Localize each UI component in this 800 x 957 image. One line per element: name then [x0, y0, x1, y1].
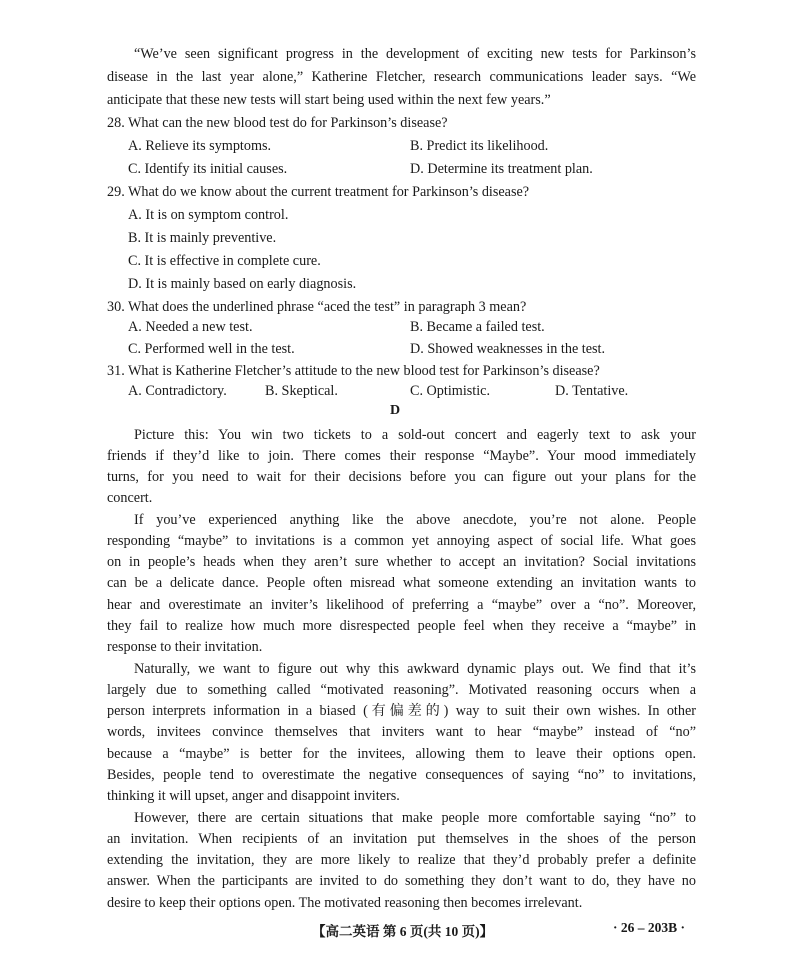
question-29-option-d[interactable]: D. It is mainly based on early diagnosis.	[128, 276, 357, 292]
paragraph-line: responding “maybe” to invitations is a common yet annoying aspect of social life. What goes	[107, 533, 696, 549]
paragraph-line: If you’ve experienced anything like the above anecdote, you’re not alone. People	[134, 512, 696, 528]
paragraph-line: desire to keep their options open. The motivated reasoning then becomes irrelevant.	[107, 895, 583, 911]
question-30-option-a[interactable]: A. Needed a new test.	[128, 319, 253, 335]
paragraph-line: friends if they’d like to join. There comes their response “Maybe”. Your mood immediately	[107, 448, 696, 464]
paragraph-line: answer. When the participants are invited to do something they don’t want to do, they have no	[107, 873, 696, 889]
question-31-option-d[interactable]: D. Tentative.	[555, 383, 629, 399]
paragraph-line: response to their invitation.	[107, 639, 263, 655]
question-28-option-a[interactable]: A. Relieve its symptoms.	[128, 138, 272, 154]
paragraph-line: concert.	[107, 490, 153, 506]
paragraph-line: Picture this: You win two tickets to a sold-out concert and eagerly text to ask your	[134, 427, 696, 443]
question-30-stem: 30. What does the underlined phrase “aced the test” in paragraph 3 mean?	[107, 299, 527, 315]
paragraph-line: words, invitees convince themselves that inviters want to hear “maybe” instead of “no”	[107, 724, 696, 740]
question-28-stem: 28. What can the new blood test do for Parkinson’s disease?	[107, 115, 448, 131]
question-31-option-a[interactable]: A. Contradictory.	[128, 383, 227, 399]
question-30-option-d[interactable]: D. Showed weaknesses in the test.	[410, 341, 606, 357]
question-29-option-a[interactable]: A. It is on symptom control.	[128, 207, 289, 223]
passage-line: anticipate that these new tests will start being used within the next few years.”	[107, 92, 551, 108]
paragraph-line: thinking it will upset, anger and disappoint inviters.	[107, 788, 400, 804]
question-28-option-b[interactable]: B. Predict its likelihood.	[410, 138, 549, 154]
paragraph-line: largely due to something called “motivated reasoning”. Motivated reasoning occurs when a	[107, 682, 696, 698]
paragraph-line: Naturally, we want to figure out why this awkward dynamic plays out. We find that it’s	[134, 661, 696, 677]
question-29-option-b[interactable]: B. It is mainly preventive.	[128, 230, 277, 246]
paragraph-line: they fail to realize how much more disrespected people feel when they receive a “maybe” in	[107, 618, 696, 634]
page-footer-label: 【高二英语 第 6 页(共 10 页)】	[312, 924, 494, 939]
paragraph-line: hear and overestimate an inviter’s likelihood of preferring a “maybe” over a “no”. Moreover,	[107, 597, 696, 613]
paragraph-line: an invitation. When recipients of an invitation put themselves in the shoes of the person	[107, 831, 696, 847]
section-d-title: D	[390, 403, 401, 418]
question-31-stem: 31. What is Katherine Fletcher’s attitude to the new blood test for Parkinson’s disease?	[107, 363, 600, 379]
paragraph-line: person interprets information in a biased (有偏差的) way to suit their own wishes. In other	[107, 703, 696, 719]
question-30-option-b[interactable]: B. Became a failed test.	[410, 319, 545, 335]
question-30-option-c[interactable]: C. Performed well in the test.	[128, 341, 295, 357]
paragraph-line: on in people’s heads when they aren’t sure whether to accept an invitation? Social invitations	[107, 554, 696, 570]
paragraph-line: extending the invitation, they are more likely to realize that they’d probably prefer a definite	[107, 852, 696, 868]
question-29-option-c[interactable]: C. It is effective in complete cure.	[128, 253, 321, 269]
paragraph-line: can be a delicate dance. People often misread what someone extending an invitation wants to	[107, 575, 696, 591]
question-29-stem: 29. What do we know about the current treatment for Parkinson’s disease?	[107, 184, 530, 200]
paragraph-line: However, there are certain situations that make people more comfortable saying “no” to	[134, 810, 696, 826]
question-28-option-c[interactable]: C. Identify its initial causes.	[128, 161, 288, 177]
question-31-option-b[interactable]: B. Skeptical.	[265, 383, 338, 399]
paragraph-line: because a “maybe” is better for the invitees, allowing them to leave their options open.	[107, 746, 696, 762]
question-31-option-c[interactable]: C. Optimistic.	[410, 383, 491, 399]
question-28-option-d[interactable]: D. Determine its treatment plan.	[410, 161, 593, 177]
page-footer-code: · 26 – 203B ·	[613, 920, 686, 935]
passage-line: “We’ve seen significant progress in the development of exciting new tests for Parkinson’s	[134, 46, 696, 62]
paragraph-line: Besides, people tend to overestimate the negative consequences of saying “no” to invitations,	[107, 767, 696, 783]
passage-line: disease in the last year alone,” Katherine Fletcher, research communications leader says. “We	[107, 69, 696, 85]
paragraph-line: turns, for you need to wait for their decisions before you can figure out your plans for the	[107, 469, 696, 485]
